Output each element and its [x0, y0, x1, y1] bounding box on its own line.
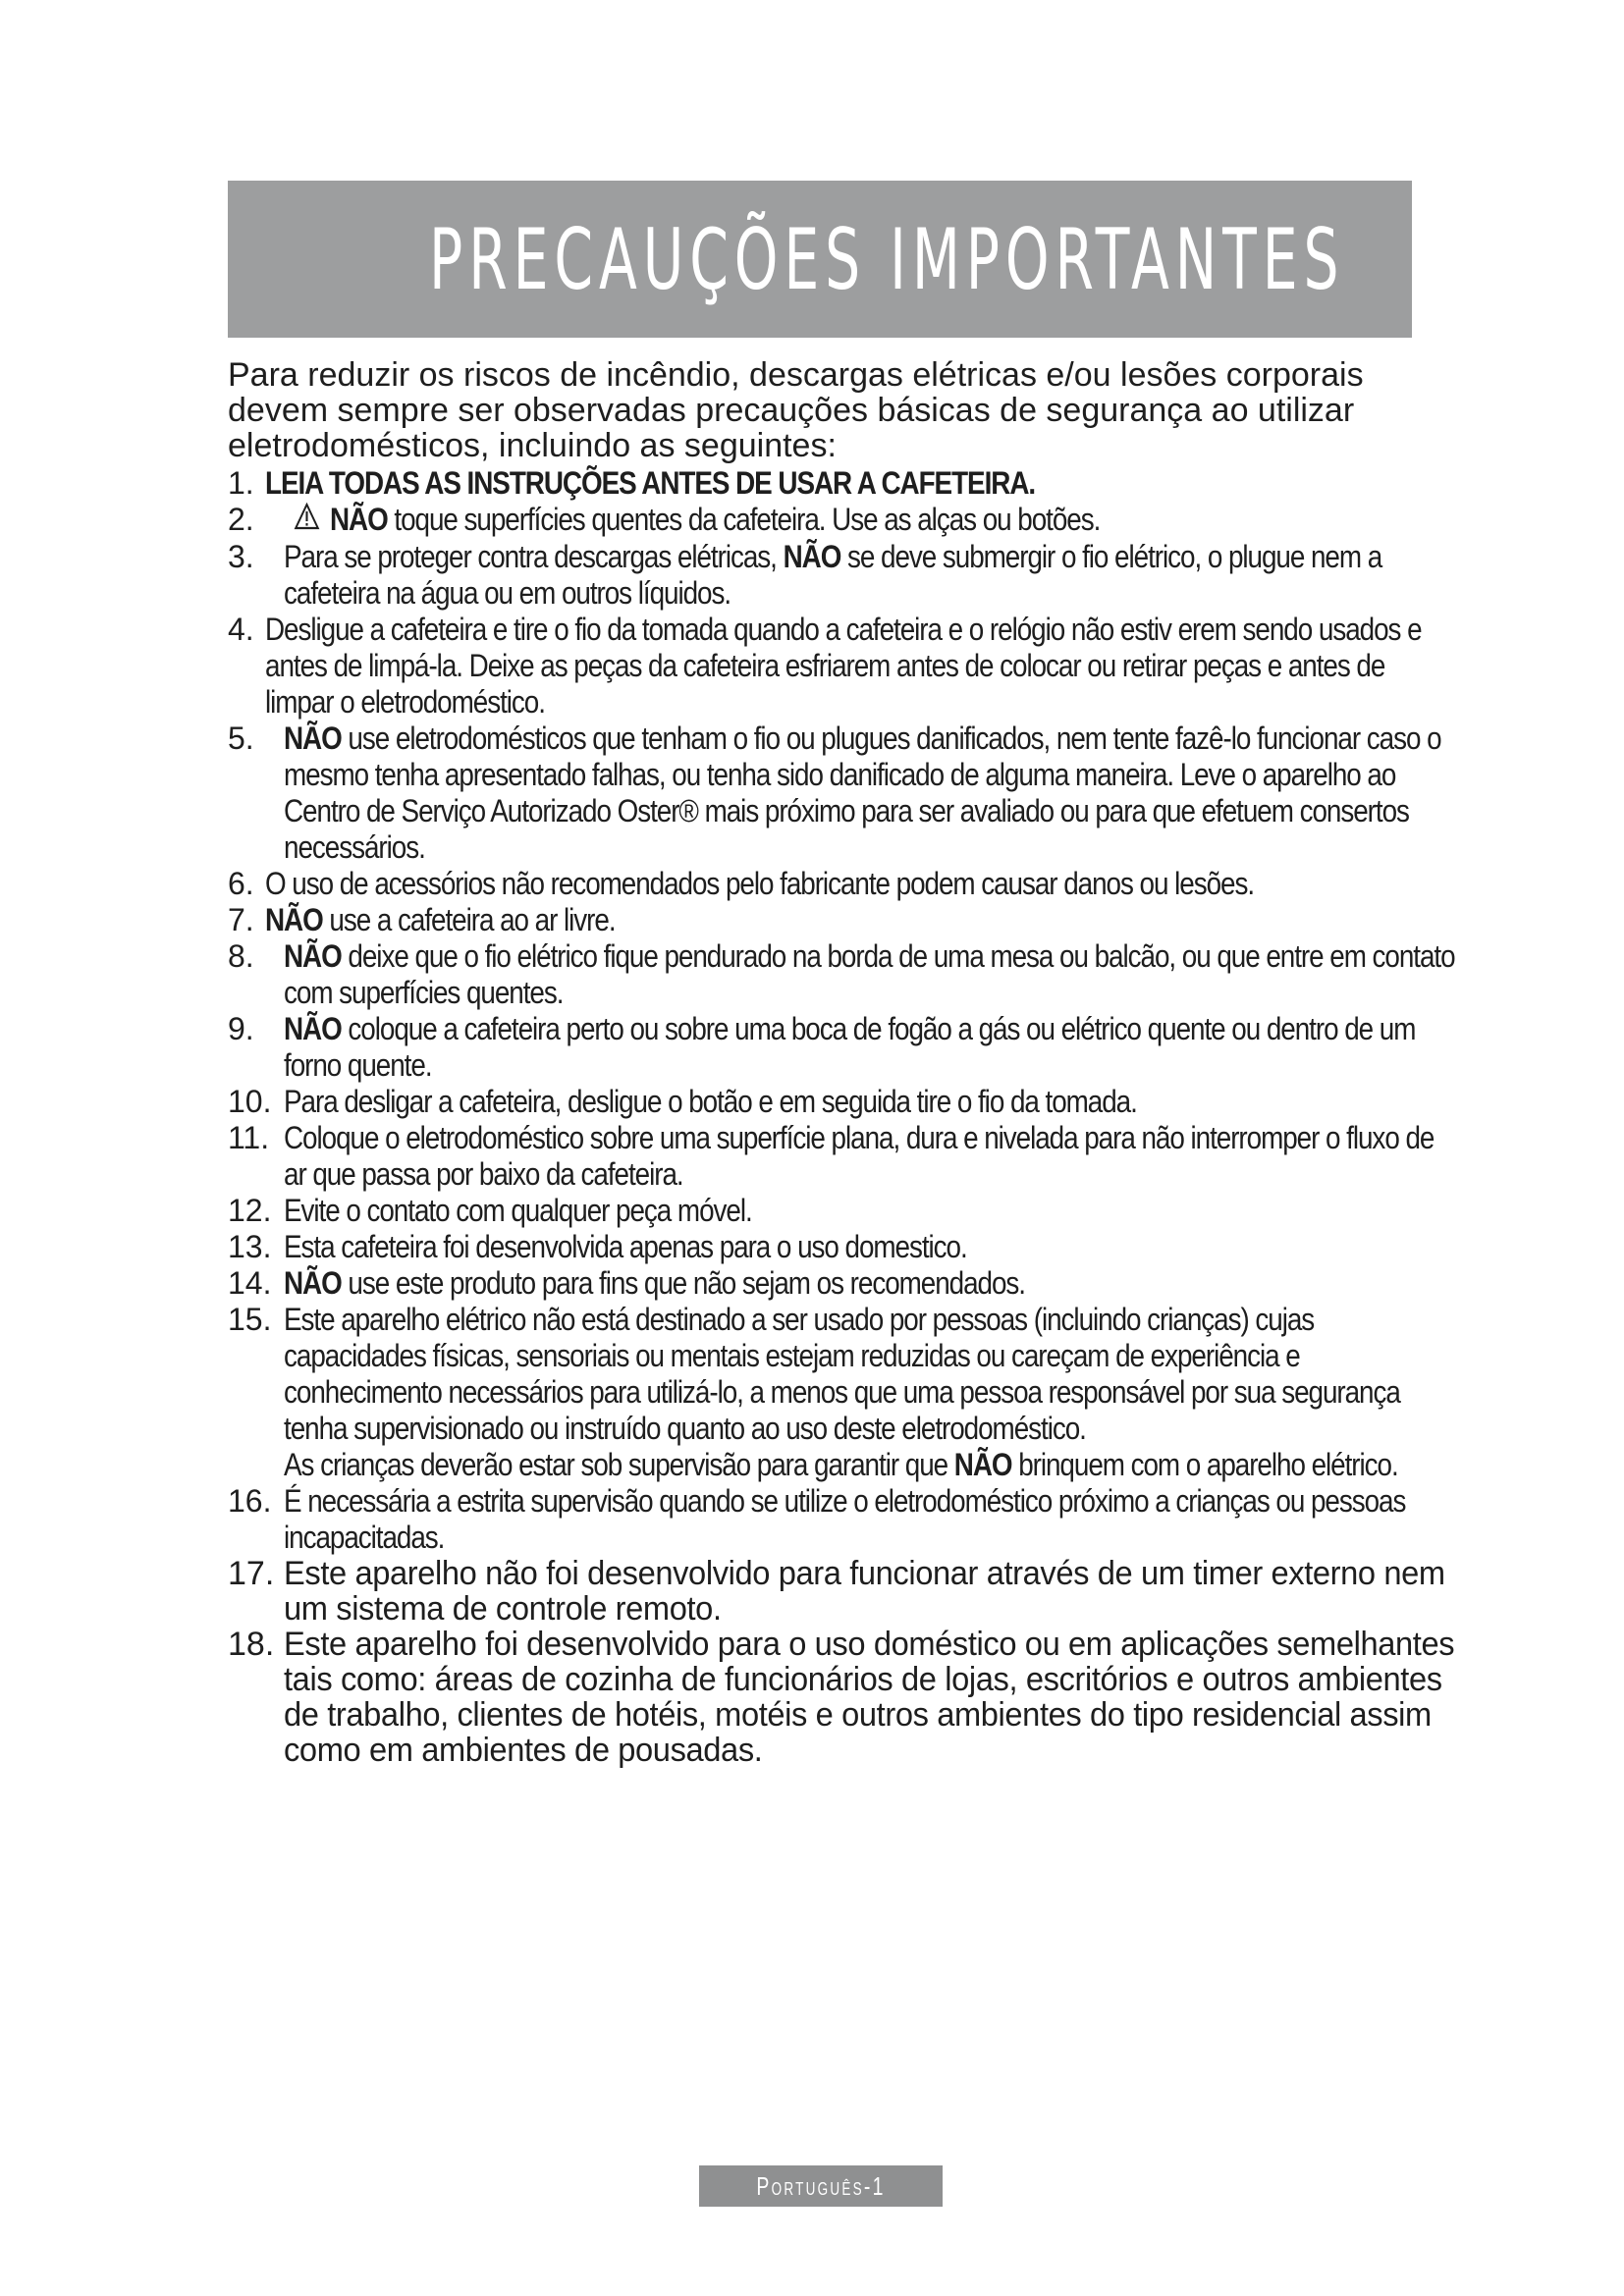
list-item [228, 612, 1422, 721]
page-title: PRECAUÇÕES IMPORTANTES [429, 211, 1345, 309]
item-bold: NÃO [284, 938, 342, 974]
list-item [228, 1120, 1435, 1193]
item-body: Esta cafeteira foi desenvolvida apenas para o uso domestico. [284, 1229, 967, 1264]
list-item [228, 1011, 1416, 1084]
item-number: 13. [228, 1229, 272, 1264]
item-text [284, 1556, 1472, 1627]
item-number: 15. [228, 1302, 272, 1337]
item-text [284, 539, 1463, 612]
list-item [228, 1193, 1416, 1229]
intro-line: eletrodomésticos, incluindo as seguintes: [228, 427, 837, 464]
list-item [228, 866, 1416, 902]
item-text [284, 1302, 1463, 1483]
item-extra-pre: As crianças deverão estar sob supervisão para garantir que [284, 1447, 954, 1482]
item-text [284, 1265, 1463, 1302]
page-footer [699, 2165, 943, 2207]
item-text [265, 902, 1444, 938]
item-text [284, 1011, 1463, 1084]
item-body: use eletrodomésticos que tenham o fio ou plugues danificados, nem tente fazê-lo funcionar caso o mesmo tenha apresentado falhas, ou tenha sido danificado de alguma maneira. Leve o aparelho ao Centro de Serviço Autorizado Oster® mais próximo para ser avaliado ou para que efetuem consertos necessários. [284, 721, 1441, 865]
list-item [228, 1626, 1455, 1769]
item-number: 10. [228, 1084, 272, 1119]
item-text [284, 1120, 1463, 1193]
list-item [228, 1084, 1416, 1120]
item-number: 18. [228, 1626, 275, 1663]
item-body: toque superfícies quentes da cafeteira. Use as alças ou botões. [387, 502, 1101, 537]
item-body: use este produto para fins que não sejam os recomendados. [341, 1265, 1025, 1301]
item-body: Para desligar a cafeteira, desligue o botão e em seguida tire o fio da tomada. [284, 1084, 1137, 1119]
list-item [228, 1229, 1416, 1265]
intro-paragraph [228, 357, 1406, 463]
item-number: 12. [228, 1193, 272, 1228]
item-extra-post: brinquem com o aparelho elétrico. [1011, 1447, 1398, 1482]
item-number: 14. [228, 1265, 272, 1301]
item-body: deixe que o fio elétrico fique pendurado na borda de uma mesa ou balcão, ou que entre em contato com superfícies quentes. [284, 938, 1455, 1010]
item-text [265, 612, 1444, 721]
item-bold: NÃO [329, 502, 388, 537]
item-text [284, 1229, 1463, 1265]
item-text [284, 1483, 1463, 1556]
list-item [228, 1483, 1416, 1556]
item-text [265, 465, 1444, 502]
item-bold: NÃO [284, 1265, 342, 1301]
item-number: 2. [228, 502, 254, 537]
item-bold: NÃO [265, 902, 323, 937]
list-item [228, 1555, 1445, 1628]
intro-line: Para reduzir os riscos de incêndio, descargas elétricas e/ou lesões corporais [228, 356, 1364, 394]
item-bold: NÃO [783, 539, 841, 574]
list-item [228, 539, 1416, 612]
item-text [284, 502, 1463, 539]
item-body: se deve submergir o fio elétrico, o plugue nem a cafeteira na água ou em outros líquidos. [284, 539, 1382, 611]
list-item [228, 1302, 1416, 1483]
title-banner [228, 181, 1412, 338]
list-item [228, 502, 1416, 539]
item-body: Desligue a cafeteira e tire o fio da tomada quando a cafeteira e o relógio não estiv erem sendo usados e antes de limpá-la. Deixe as peças da cafeteira esfriarem antes de colocar ou retirar peças e antes de limpar o eletrodoméstico. [265, 612, 1422, 720]
intro-line: devem sempre ser observadas precauções básicas de segurança ao utilizar [228, 392, 1355, 429]
warning-triangle-icon [294, 503, 319, 539]
item-text [284, 721, 1463, 866]
item-text [265, 866, 1444, 902]
item-body: use a cafeteira ao ar livre. [322, 902, 616, 937]
item-body: Evite o contato com qualquer peça móvel. [284, 1193, 752, 1228]
item-bold: NÃO [284, 721, 342, 756]
list-item [228, 938, 1455, 1011]
item-number: 11. [228, 1120, 270, 1155]
item-number: 6. [228, 866, 254, 901]
item-number: 3. [228, 539, 254, 574]
item-body: É necessária a estrita supervisão quando se utilize o eletrodoméstico próximo a crianças ou pessoas incapacitadas. [284, 1483, 1406, 1555]
item-body: Coloque o eletrodoméstico sobre uma superfície plana, dura e nivelada para não interromper o fluxo de ar que passa por baixo da cafeteira. [284, 1120, 1435, 1192]
item-number: 16. [228, 1483, 272, 1519]
page-number-label: Português-1 [756, 2171, 886, 2201]
list-item [228, 1265, 1416, 1302]
item-number: 5. [228, 721, 254, 756]
item-number: 8. [228, 938, 254, 974]
item-body: Este aparelho foi desenvolvido para o uso doméstico ou em aplicações semelhantes tais como: áreas de cozinha de funcionários de lojas, escritórios e outros ambientes de trabalho, clientes de hotéis, motéis e outros ambientes do tipo residencial assim como em ambientes de pousadas. [284, 1626, 1455, 1769]
item-number: 17. [228, 1555, 275, 1592]
item-body: Este aparelho elétrico não está destinado a ser usado por pessoas (incluindo crianças) cujas capacidades físicas, sensoriais ou mentais estejam reduzidas ou careçam de experiência e conhecimento necessários para utilizá-lo, a menos que uma pessoa responsável por sua segurança tenha supervisionado ou instruído quanto ao uso deste eletrodoméstico. [284, 1302, 1400, 1446]
item-number: 1. [228, 465, 254, 501]
item-body: coloque a cafeteira perto ou sobre uma boca de fogão a gás ou elétrico quente ou dentro de um forno quente. [284, 1011, 1416, 1083]
item-text [284, 1084, 1463, 1120]
item-text [284, 938, 1463, 1011]
item-bold: NÃO [953, 1447, 1012, 1482]
list-item [228, 902, 1416, 938]
precautions-list [228, 465, 1455, 1769]
item-bold: LEIA TODAS AS INSTRUÇÕES ANTES DE USAR A CAFETEIRA. [265, 465, 1036, 501]
list-item [228, 721, 1441, 866]
item-bold: NÃO [284, 1011, 342, 1046]
item-number: 4. [228, 612, 254, 647]
item-number: 7. [228, 902, 254, 937]
item-pre: Para se proteger contra descargas elétricas, [284, 539, 784, 574]
item-number: 9. [228, 1011, 254, 1046]
item-text [284, 1627, 1472, 1768]
list-item [228, 465, 1416, 502]
item-body: Este aparelho não foi desenvolvido para funcionar através de um timer externo nem um sistema de controle remoto. [284, 1555, 1445, 1628]
item-body: O uso de acessórios não recomendados pelo fabricante podem causar danos ou lesões. [265, 866, 1255, 901]
item-text [284, 1193, 1463, 1229]
